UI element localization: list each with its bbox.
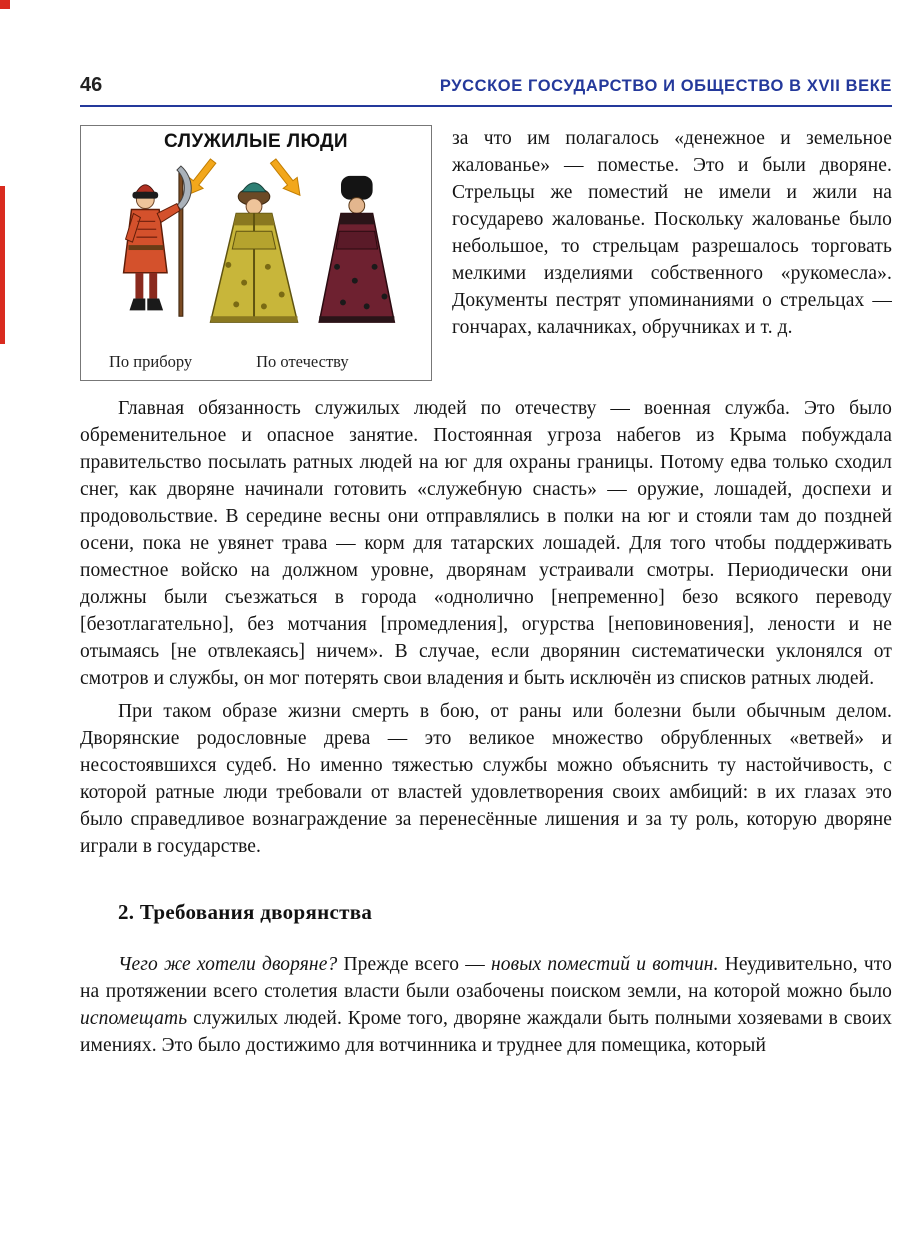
italic-ispomeshchat: испомещать bbox=[80, 1008, 188, 1029]
servitors-illustration bbox=[88, 155, 424, 351]
italic-estates: новых поместий и вотчин. bbox=[491, 954, 719, 975]
caption-po-priboru: По прибору bbox=[109, 352, 193, 371]
figure-title: СЛУЖИЛЫЕ ЛЮДИ bbox=[164, 131, 348, 152]
arrow-right-icon bbox=[266, 156, 307, 201]
p3-text-2: Неудивительно, что на протяжении всего столетия власти были озабочены поиском земли, на которой можно было bbox=[80, 954, 892, 1002]
scan-artifact-strip bbox=[0, 186, 5, 344]
scan-artifact-corner bbox=[0, 0, 10, 9]
paragraph-nobility-demands bbox=[80, 951, 892, 1059]
top-row bbox=[80, 125, 892, 381]
streltsy-figure bbox=[124, 166, 192, 316]
page-content bbox=[0, 107, 916, 1059]
p3-text-3: служилых людей. Кроме того, дворяне жаждали быть полными хозяевами в своих имениях. Это было достижимо для вотчинника и труднее для помещика, который bbox=[80, 1008, 892, 1056]
page-number: 46 bbox=[80, 74, 103, 96]
running-header-title: РУССКОЕ ГОСУДАРСТВО И ОБЩЕСТВО В XVII ВЕКЕ bbox=[439, 77, 892, 95]
intro-paragraph: за что им полагалось «денежное и земельное жалованье» — поместье. Это и были дворяне. Стрельцы же поместий не имели и жили на государево жалованье. Поскольку жалованье было небольшое, то стрельцам разрешалось торговать мелкими изделиями собственного «рукомесла». Документы пестрят упоминаниями о стрельцах — гончарах, калачниках, обручниках и т. д. bbox=[452, 128, 892, 338]
paragraph-service-duty: Главная обязанность служилых людей по отечеству — военная служба. Это было обременительное и опасное занятие. Постоянная угроза набегов из Крыма побуждала правительство посылать ратных людей на юг для охраны границы. Потому едва только сходил снег, как дворяне начинали готовить «служебную снасть» — оружие, лошадей, доспехи и продовольствие. В середине весны они отправлялись в полки на юг и стояли там до поздней осени, пока не увянет трава — корм для татарских лошадей. Для того чтобы поддерживать поместное войско на должном уровне, дворянам устраивали смотры. Периодически они должны были съезжаться в города «однолично [непременно] безо всякого переводу [безотлагательно], без мотчания [промедления], огурства [неповиновения], лености и не отымаясь [не отвлекаясь] ничем». В случае, если дворянин систематически уклонялся от смотров и службы, он мог потерять свои владения и быть исключён из списков ратных людей. bbox=[80, 398, 892, 689]
section-heading: 2. Требования дворянства bbox=[118, 900, 373, 924]
paragraph-noble-fates: При таком образе жизни смерть в бою, от раны или болезни были обычным делом. Дворянские родословные древа — это великое множество обрубленных «ветвей» и несостоявшихся судеб. Но именно тяжестью службы можно объяснить ту настойчивость, с которой ратные люди требовали от властей удовлетворения своих амбиций: в их глазах это было справедливое вознаграждение за перенесённые лишения и за ту роль, которую дворяне играли в государстве. bbox=[80, 701, 892, 857]
caption-po-otechestvu: По отечеству bbox=[256, 352, 349, 371]
italic-question: Чего же хотели дворяне? bbox=[118, 954, 338, 975]
p3-text-1: Прежде всего — bbox=[337, 954, 492, 975]
page-header bbox=[0, 0, 916, 105]
boyar-yellow-coat-figure bbox=[211, 183, 298, 322]
figure-box bbox=[80, 125, 432, 381]
figure-captions bbox=[87, 352, 425, 372]
boyar-dark-coat-figure bbox=[319, 176, 394, 322]
